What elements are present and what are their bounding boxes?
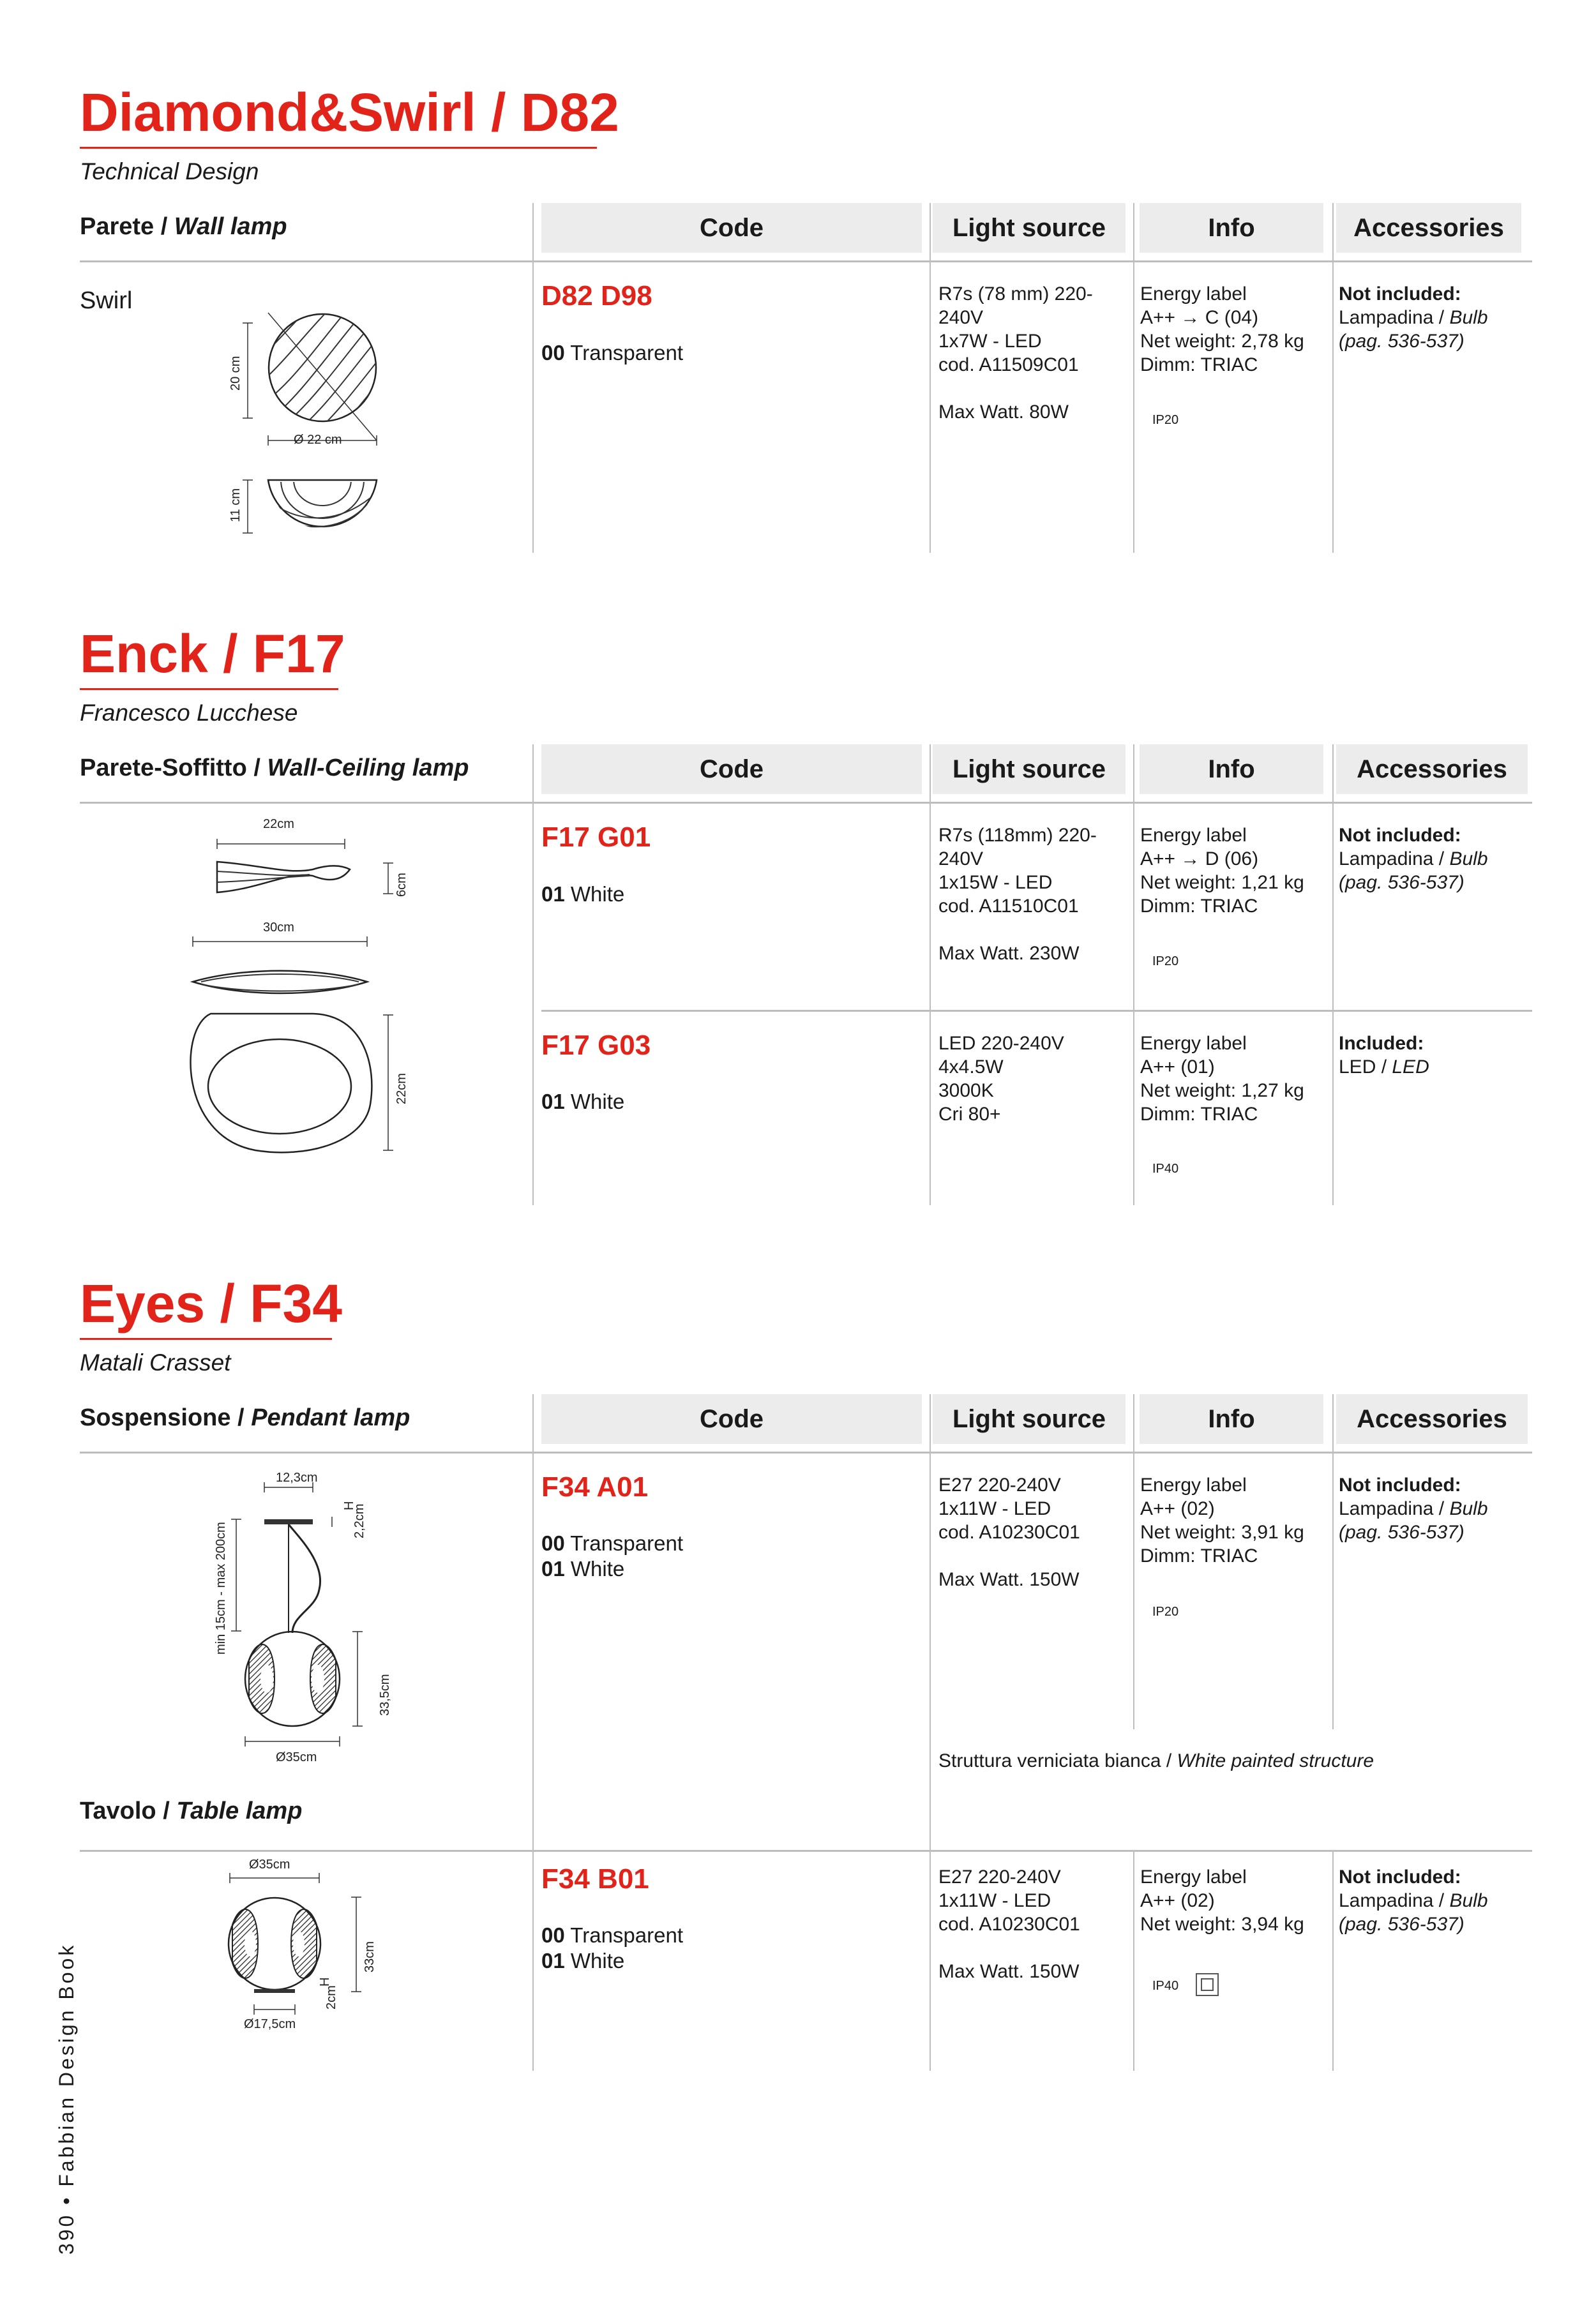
light-source-text: R7s (118mm) 220- 240V 1x15W - LED cod. A11510C01 Max Watt. 230W <box>938 825 1097 964</box>
header-light-source: Light source <box>933 203 1125 253</box>
column-divider <box>1332 1850 1334 2071</box>
dim-diameter: Ø35cm <box>276 1750 317 1764</box>
product-code: F17 G03 <box>541 1030 651 1061</box>
column-divider <box>532 203 534 553</box>
dim-height: 20 cm <box>229 356 243 391</box>
dim-width: 22cm <box>263 817 294 831</box>
header-accessories: Accessories <box>1336 203 1521 253</box>
product-code: F34 B01 <box>541 1863 649 1895</box>
dim-height: 33cm <box>363 1941 377 1972</box>
page-footer: 390 • Fabbian Design Book <box>55 1942 78 2255</box>
accessories-text: Included: LED / LED <box>1339 1033 1429 1078</box>
class-ii-icon <box>1195 1972 1221 1998</box>
swirl-technical-drawing <box>217 313 396 536</box>
variant: 00 Transparent <box>541 341 683 364</box>
dim-base-label: H <box>318 1977 332 1987</box>
ip-rating: IP40 <box>1152 1979 1179 1993</box>
category-label: Tavolo / Table lamp <box>80 1798 303 1824</box>
accessories-text: Not included: Lampadina / Bulb (pag. 536-537) <box>1339 825 1488 893</box>
light-source-text: LED 220-240V 4x4.5W 3000K Cri 80+ <box>938 1033 1064 1125</box>
category-label: Parete-Soffitto / Wall-Ceiling lamp <box>80 755 469 781</box>
column-divider <box>1133 1850 1134 2071</box>
table-rule <box>80 1850 1532 1852</box>
column-divider <box>1332 203 1334 553</box>
dim-canopy-width: 12,3cm <box>276 1471 318 1485</box>
section-title-d82: Diamond&Swirl / D82 <box>80 82 619 142</box>
variant: 00 Transparent <box>541 1923 683 1947</box>
info-text: Energy label A++ → C (04) Net weight: 2,78 kg Dimm: TRIAC <box>1140 283 1304 375</box>
dim-cable-length: min 15cm - max 200cm <box>214 1522 228 1655</box>
accessories-text: Not included: Lampadina / Bulb (pag. 536-537) <box>1339 1867 1488 1935</box>
column-divider <box>1332 744 1334 1205</box>
dim-canopy-height: 2,2cm <box>352 1503 366 1538</box>
designer: Matali Crasset <box>80 1349 231 1376</box>
column-divider <box>532 1394 534 2071</box>
header-accessories: Accessories <box>1336 1394 1528 1444</box>
dim-diameter: Ø35cm <box>249 1858 290 1872</box>
column-divider <box>1133 203 1134 553</box>
product-code: F17 G01 <box>541 822 651 853</box>
column-divider <box>532 744 534 1205</box>
section-title-f34: Eyes / F34 <box>80 1273 342 1334</box>
ip-rating: IP20 <box>1152 954 1179 968</box>
header-info: Info <box>1140 203 1323 253</box>
designer: Francesco Lucchese <box>80 700 298 726</box>
dim-base-height: 2cm <box>324 1985 338 2010</box>
title-underline <box>80 1338 332 1340</box>
info-text: Energy label A++ → D (06) Net weight: 1,21 kg Dimm: TRIAC <box>1140 825 1304 917</box>
table-rule <box>80 1452 1532 1454</box>
product-code: F34 A01 <box>541 1471 649 1503</box>
dim-height: 22cm <box>395 1073 409 1104</box>
header-light-source: Light source <box>933 744 1125 794</box>
dim-canopy-label: H <box>342 1501 356 1510</box>
enck-technical-drawing <box>185 836 453 1155</box>
light-source-text: R7s (78 mm) 220- 240V 1x7W - LED cod. A11509C01 Max Watt. 80W <box>938 283 1093 423</box>
variant: 01 White <box>541 1949 625 1972</box>
header-code: Code <box>541 203 922 253</box>
product-code: D82 D98 <box>541 280 652 312</box>
ip-rating: IP40 <box>1152 1162 1179 1176</box>
header-light-source: Light source <box>933 1394 1125 1444</box>
header-code: Code <box>541 744 922 794</box>
section-title-f17: Enck / F17 <box>80 624 345 684</box>
light-source-text: E27 220-240V 1x11W - LED cod. A10230C01 Max Watt. 150W <box>938 1475 1080 1590</box>
dim-height: 33,5cm <box>378 1674 392 1716</box>
info-text: Energy label A++ (02) Net weight: 3,91 kg Dimm: TRIAC <box>1140 1475 1304 1566</box>
title-underline <box>80 688 338 690</box>
accessories-text: Not included: Lampadina / Bulb (pag. 536-537) <box>1339 1475 1488 1543</box>
column-divider <box>930 1394 931 2071</box>
dim-height: 6cm <box>395 873 409 897</box>
category-label: Sospensione / Pendant lamp <box>80 1404 410 1431</box>
info-text: Energy label A++ (02) Net weight: 3,94 kg <box>1140 1867 1304 1935</box>
accessories-text: Not included: Lampadina / Bulb (pag. 536-537) <box>1339 283 1488 352</box>
column-divider <box>930 744 931 1205</box>
column-divider <box>930 203 931 553</box>
table-rule <box>80 802 1532 804</box>
header-accessories: Accessories <box>1336 744 1528 794</box>
dim-diameter: Ø 22 cm <box>294 433 342 447</box>
eyes-pendant-technical-drawing <box>211 1468 415 1781</box>
structure-note: Struttura verniciata bianca / White painted structure <box>938 1750 1374 1771</box>
title-underline <box>80 147 597 149</box>
table-rule <box>80 260 1532 262</box>
category-label: Parete / Wall lamp <box>80 213 287 240</box>
variant: 00 Transparent <box>541 1531 683 1555</box>
column-divider <box>1133 744 1134 1205</box>
variant: 01 White <box>541 1090 625 1113</box>
designer: Technical Design <box>80 158 259 184</box>
light-source-text: E27 220-240V 1x11W - LED cod. A10230C01 Max Watt. 150W <box>938 1867 1080 1982</box>
header-info: Info <box>1140 744 1323 794</box>
row-rule <box>541 1010 1532 1012</box>
variant: 01 White <box>541 882 625 906</box>
header-code: Code <box>541 1394 922 1444</box>
dim-width: 30cm <box>263 920 294 935</box>
dim-depth: 11 cm <box>229 488 243 522</box>
ip-rating: IP20 <box>1152 1605 1179 1619</box>
column-divider <box>1332 1394 1334 1729</box>
model-name: Swirl <box>80 287 133 314</box>
variant: 01 White <box>541 1557 625 1581</box>
info-text: Energy label A++ (01) Net weight: 1,27 kg Dimm: TRIAC <box>1140 1033 1304 1125</box>
ip-rating: IP20 <box>1152 413 1179 427</box>
column-divider <box>1133 1394 1134 1729</box>
dim-base-diameter: Ø17,5cm <box>244 2017 296 2031</box>
header-info: Info <box>1140 1394 1323 1444</box>
